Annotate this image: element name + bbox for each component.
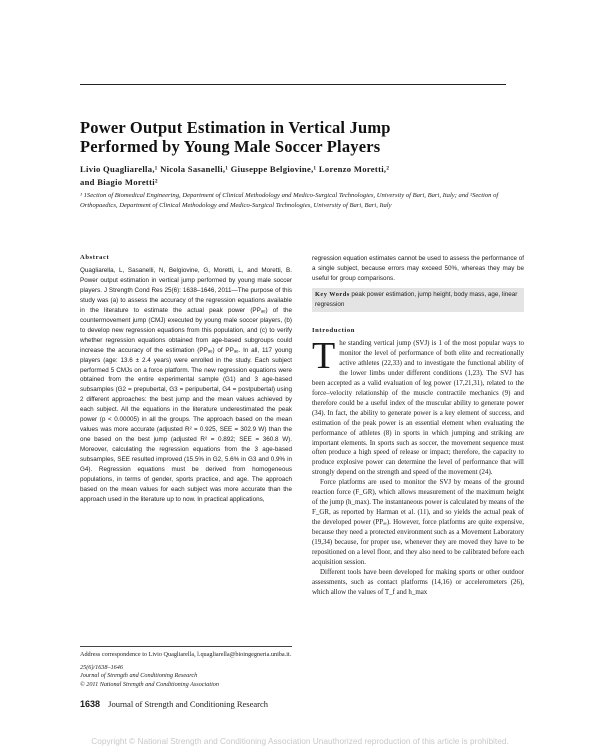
footnote-rule [80,646,292,647]
affiliations: ¹ 1Section of Biomedical Engineering, Department of Clinical Methodology and Medico-Surgical Technologies, University of Bari, Bari, Italy; and ²Section of Orthopaedics, Department of Clinical Methodology and Medico-Surgical Technologies, University of Bari, Bari, Italy [80,192,499,209]
page-footer [80,699,268,709]
authors-line-1: Livio Quagliarella,¹ Nicola Sasanelli,¹ Giuseppe Belgiovine,¹ Lorenzo Moretti,² [80,164,390,174]
introduction-heading: Introduction [312,327,355,334]
title-line-2: Performed by Young Male Soccer Players [80,137,381,156]
journal-name: Journal of Strength and Conditioning Research [80,672,198,680]
keywords-box [312,288,524,312]
intro-paragraph-2: Force platforms are used to monitor the SVJ by means of the ground reaction force (F_GR), which allows measurement of the maximum height of the jump (h_max). The instantaneous power is calculated by means of the F_GR, as reported by Harman et al. (11), and so yields the actual peak of the developed power (PPₐₑ). However, force platforms are quite expensive, because they need a protected environment such as a Movement Laboratory (19,34) because, for proper use, whenever they are moved they have to be repositioned on a level floor, and they also need to be calibrated before each acquisition session. [312,478,524,566]
abstract-continued: regression equation estimates cannot be used to assess the performance of a single subject, because errors may exceed 50%, whereas they may be useful for group comparisons. [312,255,524,282]
issue-info: 25(6)/1638–1646 [80,664,123,672]
keywords-label: Key Words [315,291,350,298]
footnotes [80,651,292,689]
drop-cap: T [312,335,336,377]
abstract-body: Quagliarella, L, Sasanelli, N, Belgiovine, G, Moretti, L, and Moretti, B. Power output estimation in vertical jump performed by young male soccer players. J Strength Cond Res 25(6): 1638–1646, 2011—The purpose of this study was (a) to assess the accuracy of the regression equations available in the literature to estimate the actual peak power (PPₐₑ) of the countermovement jump (CMJ) executed by young male soccer players, (b) to develop new regression equations from this population, and (c) to verify whether regression equations obtained from age-based subgroups could increase the accuracy of the estimation (PPₐₑ) of PPₐₑ. In all, 117 young players (age: 13.6 ± 2.4 years) were enrolled in the study. Each subject performed 5 CMJs on a force platform. The new regression equations were obtained from the entire experimental sample (G1) and 3 age-based subsamples (G2 = prepubertal, G3 = peripubertal, G4 = postpubertal) using 2 different approaches: the best jump and the mean values achieved by each subject. All the equations in the literature underestimated the peak power (p < 0.00005) in all the groups. The approach based on the mean values was more accurate (adjusted R² = 0.925, SEE = 302.9 W) than the one based on the best jump (adjusted R² = 0.892; SEE = 360.8 W). Moreover, calculating the regression equations from the 3 age-based subsamples, SEE resulted improved (15.5% in G2, 5.6% in G3 and 0.9% in G4). Regression equations must be derived from homogeneous populations, in terms of gender, sports practice, and age. The approach based on the mean values for each subject was more accurate than the approach used in the literature up to now. In practical applications, [80,267,292,503]
introduction-body [312,335,524,598]
top-rule [80,84,506,85]
title-line-1: Power Output Estimation in Vertical Jump [80,118,391,137]
footer-journal: Journal of Strength and Conditioning Research [108,699,268,709]
copyright-line: © 2011 National Strength and Conditioning Association [80,680,219,688]
intro-paragraph-1: The standing vertical jump (SVJ) is 1 of the most popular ways to monitor the level of performance of both elite and recreationally active athletes (22,33) and to investigate the functional ability of the lower limbs under different conditions (1,23). The SVJ has been accepted as a valid evaluation of leg power (17,21,31), related to the force–velocity relationship of the muscle contractile mechanics (9) and therefore could be a useful index of the muscular ability to generate power (34). In fact, the ability to generate power is a key element of success, and estimation of the peak power is an essential element when evaluating the performance of athletes (8) in sports in which jumping and striking are important elements. In sports such as soccer, the movement sequence must often produce a high speed of release or impact; therefore, the capacity to produce explosive power can determine the level of performance that will strongly depend on the strength and speed of the movement (24). [312,335,524,477]
keywords-text: peak power estimation, jump height, body mass, age, linear regression [315,291,518,308]
authors-line-2: and Biagio Moretti² [80,177,158,187]
page-number: 1638 [80,699,101,709]
intro-paragraph-3: Different tools have been developed for making sports or other outdoor assessments, such as contact platforms (14,16) or accelerometers (26), which allow the values of T_f and h_max [312,567,524,596]
author-list [80,163,520,189]
correspondence-note: Address correspondence to Livio Quagliarella, l.quagliarella@bioingegneria.uniba.it. [80,651,292,658]
article-title [80,118,520,156]
abstract-heading: Abstract [80,254,110,261]
copyright-watermark: Copyright © National Strength and Conditioning Association Unauthorized reproduction of this article is prohibited. [91,736,509,746]
